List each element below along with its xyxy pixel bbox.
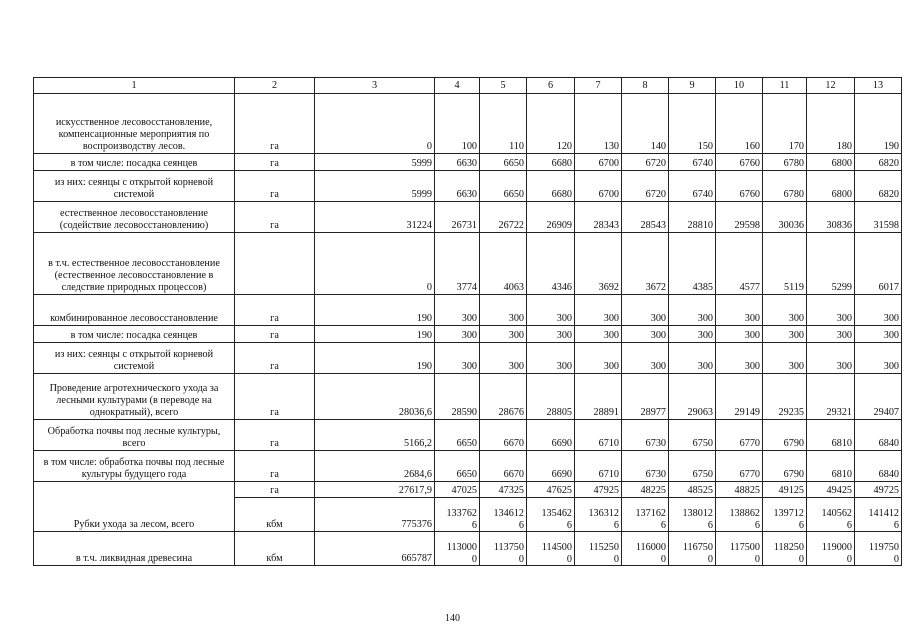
row-value: 300 <box>480 343 527 374</box>
column-header: 13 <box>855 78 902 94</box>
row-value: 6650 <box>480 171 527 202</box>
row-value: 300 <box>716 326 763 343</box>
table-row <box>34 326 902 343</box>
column-header: 10 <box>716 78 763 94</box>
table-row <box>34 374 902 420</box>
row-value: 6630 <box>435 154 480 171</box>
row-value: 0 <box>315 94 435 154</box>
row-value: 119000 0 <box>807 532 855 566</box>
row-value: 6720 <box>622 171 669 202</box>
row-value: 6780 <box>763 154 807 171</box>
row-value: 2684,6 <box>315 451 435 482</box>
row-value: 28805 <box>527 374 575 420</box>
row-value: 26722 <box>480 202 527 233</box>
row-value: 29149 <box>716 374 763 420</box>
row-value: 100 <box>435 94 480 154</box>
row-value: 6820 <box>855 171 902 202</box>
row-name: искусственное лесовосстановление, компенсационные мероприятия по воспроизводству лесов. <box>34 94 235 154</box>
row-value: 300 <box>622 343 669 374</box>
row-name: в том числе: посадка сеянцев <box>34 154 235 171</box>
row-value: 6810 <box>807 420 855 451</box>
row-value: 48825 <box>716 482 763 498</box>
row-value: 6690 <box>527 420 575 451</box>
row-value: 28891 <box>575 374 622 420</box>
row-value: 49725 <box>855 482 902 498</box>
row-value: 110 <box>480 94 527 154</box>
row-value: 300 <box>855 295 902 326</box>
row-name: в т.ч. естественное лесовосстановление (естественное лесовосстановление в следствие природных процессов) <box>34 233 235 295</box>
column-header: 12 <box>807 78 855 94</box>
row-value: 29235 <box>763 374 807 420</box>
row-name: Рубки ухода за лесом, всего <box>34 482 235 532</box>
row-value: 116750 0 <box>669 532 716 566</box>
page-number: 140 <box>445 613 460 624</box>
column-header: 3 <box>315 78 435 94</box>
row-value: 300 <box>855 326 902 343</box>
row-value: 138862 6 <box>716 498 763 532</box>
row-value: 150 <box>669 94 716 154</box>
row-value: 300 <box>716 343 763 374</box>
row-unit: га <box>235 343 315 374</box>
table-row <box>34 94 902 154</box>
table-row <box>34 233 902 295</box>
row-value: 5299 <box>807 233 855 295</box>
row-value: 28590 <box>435 374 480 420</box>
row-value: 130 <box>575 94 622 154</box>
row-unit: га <box>235 202 315 233</box>
row-value: 31598 <box>855 202 902 233</box>
row-value: 6710 <box>575 420 622 451</box>
row-value: 300 <box>575 326 622 343</box>
row-unit <box>235 233 315 295</box>
row-value: 141412 6 <box>855 498 902 532</box>
row-value: 300 <box>669 326 716 343</box>
row-value: 30036 <box>763 202 807 233</box>
row-value: 300 <box>855 343 902 374</box>
row-value: 134612 6 <box>480 498 527 532</box>
column-header: 8 <box>622 78 669 94</box>
row-value: 115250 0 <box>575 532 622 566</box>
row-value: 6770 <box>716 420 763 451</box>
row-name: Обработка почвы под лесные культуры, всего <box>34 420 235 451</box>
row-value: 3774 <box>435 233 480 295</box>
row-value: 47325 <box>480 482 527 498</box>
row-value: 300 <box>480 326 527 343</box>
row-value: 6720 <box>622 154 669 171</box>
row-value: 6840 <box>855 420 902 451</box>
column-header: 2 <box>235 78 315 94</box>
row-value: 5999 <box>315 154 435 171</box>
row-value: 6810 <box>807 451 855 482</box>
row-value: 118250 0 <box>763 532 807 566</box>
row-value: 113000 0 <box>435 532 480 566</box>
table-row <box>34 202 902 233</box>
row-name: из них: сеянцы с открытой корневой системой <box>34 171 235 202</box>
row-value: 300 <box>527 295 575 326</box>
row-value: 300 <box>435 295 480 326</box>
row-name: в том числе: обработка почвы под лесные культуры будущего года <box>34 451 235 482</box>
row-value: 120 <box>527 94 575 154</box>
row-value: 31224 <box>315 202 435 233</box>
row-value: 28036,6 <box>315 374 435 420</box>
column-header: 11 <box>763 78 807 94</box>
row-value: 300 <box>716 295 763 326</box>
column-header: 5 <box>480 78 527 94</box>
row-name: Проведение агротехнического ухода за лесными культурами (в переводе на однократный), всего <box>34 374 235 420</box>
row-value: 5166,2 <box>315 420 435 451</box>
table-row <box>34 343 902 374</box>
row-value: 6790 <box>763 420 807 451</box>
row-value: 6680 <box>527 154 575 171</box>
row-value: 300 <box>622 295 669 326</box>
row-value: 136312 6 <box>575 498 622 532</box>
row-value: 28543 <box>622 202 669 233</box>
column-header: 6 <box>527 78 575 94</box>
row-value: 775376 <box>315 498 435 532</box>
table-row <box>34 171 902 202</box>
row-value: 113750 0 <box>480 532 527 566</box>
row-value: 6740 <box>669 154 716 171</box>
row-value: 6017 <box>855 233 902 295</box>
row-value: 300 <box>807 295 855 326</box>
column-header: 4 <box>435 78 480 94</box>
table-row <box>34 295 902 326</box>
row-value: 4577 <box>716 233 763 295</box>
row-value: 6800 <box>807 154 855 171</box>
row-value: 300 <box>622 326 669 343</box>
table-row <box>34 451 902 482</box>
row-value: 300 <box>435 343 480 374</box>
row-value: 6840 <box>855 451 902 482</box>
row-value: 4385 <box>669 233 716 295</box>
row-value: 139712 6 <box>763 498 807 532</box>
row-value: 190 <box>315 326 435 343</box>
row-unit: га <box>235 295 315 326</box>
row-value: 6710 <box>575 451 622 482</box>
row-value: 140 <box>622 94 669 154</box>
row-value: 6760 <box>716 171 763 202</box>
row-value: 6650 <box>435 420 480 451</box>
row-value: 6790 <box>763 451 807 482</box>
row-value: 119750 0 <box>855 532 902 566</box>
row-value: 160 <box>716 94 763 154</box>
row-value: 6630 <box>435 171 480 202</box>
row-value: 300 <box>669 295 716 326</box>
row-value: 6650 <box>480 154 527 171</box>
row-value: 6690 <box>527 451 575 482</box>
row-value: 6750 <box>669 420 716 451</box>
row-value: 5119 <box>763 233 807 295</box>
row-value: 29321 <box>807 374 855 420</box>
row-value: 4346 <box>527 233 575 295</box>
row-value: 6820 <box>855 154 902 171</box>
row-unit: га <box>235 154 315 171</box>
row-value: 300 <box>763 343 807 374</box>
row-value: 6740 <box>669 171 716 202</box>
row-name: в том числе: посадка сеянцев <box>34 326 235 343</box>
row-value: 133762 6 <box>435 498 480 532</box>
row-value: 47625 <box>527 482 575 498</box>
row-value: 6730 <box>622 420 669 451</box>
header-row <box>34 78 902 94</box>
row-value: 6770 <box>716 451 763 482</box>
row-value: 138012 6 <box>669 498 716 532</box>
row-unit: га <box>235 326 315 343</box>
row-value: 300 <box>527 326 575 343</box>
row-value: 180 <box>807 94 855 154</box>
row-value: 300 <box>807 343 855 374</box>
row-value: 47925 <box>575 482 622 498</box>
row-name: из них: сеянцы с открытой корневой системой <box>34 343 235 374</box>
row-unit: га <box>235 374 315 420</box>
row-value: 0 <box>315 233 435 295</box>
row-value: 6650 <box>435 451 480 482</box>
row-value: 190 <box>855 94 902 154</box>
row-name: комбинированное лесовосстановление <box>34 295 235 326</box>
row-value: 300 <box>435 326 480 343</box>
table-body <box>34 78 902 566</box>
row-value: 28343 <box>575 202 622 233</box>
row-value: 300 <box>763 295 807 326</box>
row-value: 6730 <box>622 451 669 482</box>
row-name: естественное лесовосстановление (содействие лесовосстановлению) <box>34 202 235 233</box>
row-value: 300 <box>575 295 622 326</box>
row-value: 6670 <box>480 451 527 482</box>
row-value: 300 <box>480 295 527 326</box>
row-value: 6700 <box>575 154 622 171</box>
row-value: 28810 <box>669 202 716 233</box>
row-value: 300 <box>807 326 855 343</box>
row-value: 190 <box>315 343 435 374</box>
row-unit: га <box>235 94 315 154</box>
row-value: 48525 <box>669 482 716 498</box>
row-value: 300 <box>527 343 575 374</box>
row-value: 6700 <box>575 171 622 202</box>
row-value: 114500 0 <box>527 532 575 566</box>
row-value: 26909 <box>527 202 575 233</box>
row-value: 117500 0 <box>716 532 763 566</box>
row-value: 3692 <box>575 233 622 295</box>
column-header: 1 <box>34 78 235 94</box>
row-value: 6760 <box>716 154 763 171</box>
row-value: 28676 <box>480 374 527 420</box>
row-unit: кбм <box>235 532 315 566</box>
row-value: 28977 <box>622 374 669 420</box>
row-value: 26731 <box>435 202 480 233</box>
row-unit: кбм <box>235 498 315 532</box>
row-value: 4063 <box>480 233 527 295</box>
row-unit: га <box>235 420 315 451</box>
row-value: 30836 <box>807 202 855 233</box>
row-value: 49425 <box>807 482 855 498</box>
row-value: 170 <box>763 94 807 154</box>
row-unit: га <box>235 482 315 498</box>
table-row-thinning-ha <box>34 482 902 498</box>
row-value: 300 <box>575 343 622 374</box>
row-value: 29407 <box>855 374 902 420</box>
row-unit: га <box>235 171 315 202</box>
row-value: 29063 <box>669 374 716 420</box>
row-value: 6800 <box>807 171 855 202</box>
row-value: 140562 6 <box>807 498 855 532</box>
table-row <box>34 154 902 171</box>
data-table <box>33 77 902 566</box>
column-header: 7 <box>575 78 622 94</box>
row-value: 190 <box>315 295 435 326</box>
row-value: 3672 <box>622 233 669 295</box>
row-value: 6680 <box>527 171 575 202</box>
table-row <box>34 420 902 451</box>
column-header: 9 <box>669 78 716 94</box>
row-value: 135462 6 <box>527 498 575 532</box>
row-value: 116000 0 <box>622 532 669 566</box>
row-name: в т.ч. ликвидная древесина <box>34 532 235 566</box>
row-value: 29598 <box>716 202 763 233</box>
row-value: 27617,9 <box>315 482 435 498</box>
row-value: 300 <box>669 343 716 374</box>
row-value: 6670 <box>480 420 527 451</box>
row-unit: га <box>235 451 315 482</box>
row-value: 6750 <box>669 451 716 482</box>
row-value: 49125 <box>763 482 807 498</box>
row-value: 665787 <box>315 532 435 566</box>
row-value: 47025 <box>435 482 480 498</box>
table-row-liquid <box>34 532 902 566</box>
row-value: 5999 <box>315 171 435 202</box>
row-value: 300 <box>763 326 807 343</box>
row-value: 48225 <box>622 482 669 498</box>
row-value: 6780 <box>763 171 807 202</box>
row-value: 137162 6 <box>622 498 669 532</box>
